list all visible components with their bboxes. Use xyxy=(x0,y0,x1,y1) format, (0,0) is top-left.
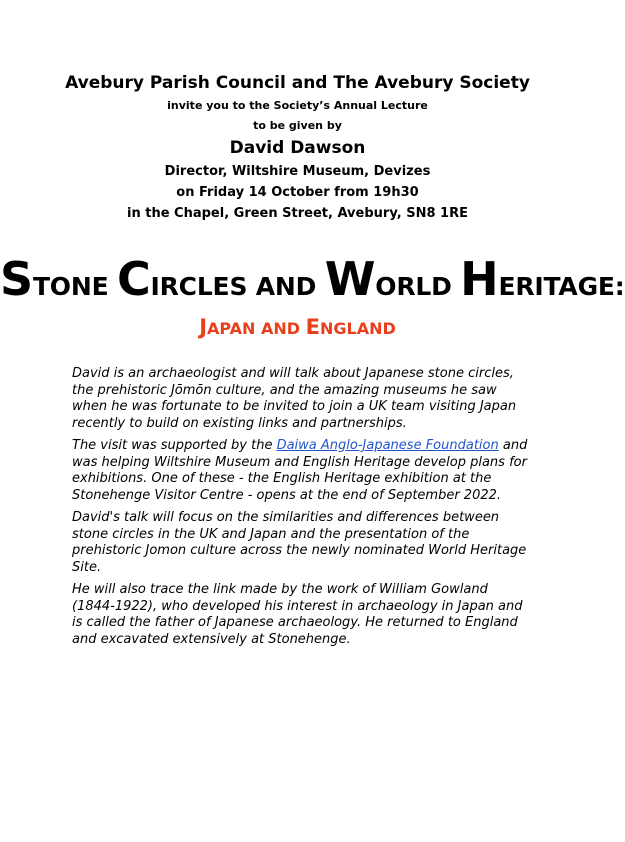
title-word-world: ORLD xyxy=(375,272,452,301)
subtitle-word-japan: APAN xyxy=(207,319,256,338)
description-paragraph-1: David is an archaeologist and will talk about Japanese stone circles, the prehistoric Jōmōn culture, and the amazing museums he saw when he was fortunate to be invited to join a UK team visiting Japan recently to build on existing links and partnerships. xyxy=(72,366,517,431)
event-date-time: on Friday 14 October from 19h30 xyxy=(176,185,419,200)
title-cap-h: H xyxy=(460,252,499,306)
lecture-subtitle xyxy=(0,314,595,342)
event-venue: in the Chapel, Green Street, Avebury, SN8 1RE xyxy=(127,206,468,221)
title-word-heritage: ERITAGE: xyxy=(498,272,625,301)
title-cap-s: S xyxy=(0,252,33,306)
organisers-heading: Avebury Parish Council and The Avebury Society xyxy=(65,73,530,93)
given-by-line: to be given by xyxy=(253,119,342,132)
subtitle-cap-j: J xyxy=(199,315,208,339)
title-cap-c: C xyxy=(116,252,151,306)
title-word-stone: TONE xyxy=(32,272,109,301)
subtitle-cap-e: E xyxy=(305,315,321,339)
paragraph-2-intro: The visit was supported by the xyxy=(72,438,277,453)
description-paragraph-4: He will also trace the link made by the work of William Gowland (1844-1922), who developed his interest in archaeology in Japan and is called the father of Japanese archaeology. He returned to England and excavated extensively at Stonehenge. xyxy=(72,582,523,647)
invite-line: invite you to the Society’s Annual Lecture xyxy=(167,99,428,112)
speaker-role: Director, Wiltshire Museum, Devizes xyxy=(164,164,431,179)
subtitle-word-england: NGLAND xyxy=(320,319,396,338)
speaker-name: David Dawson xyxy=(229,138,366,158)
lecture-title xyxy=(0,252,625,312)
lecture-description xyxy=(72,366,532,654)
daiwa-foundation-link[interactable]: Daiwa Anglo-Japanese Foundation xyxy=(276,438,499,453)
description-paragraph-3: David's talk will focus on the similarities and differences between stone circles in the UK and Japan and the presentation of the prehistoric Jomon culture across the newly nominated World Heritage Site. xyxy=(72,510,527,575)
title-word-and: AND xyxy=(255,272,317,301)
description-paragraph-2 xyxy=(72,438,532,504)
title-cap-w: W xyxy=(324,252,376,306)
paragraph-2-rest: and was helping Wiltshire Museum and English Heritage develop plans for exhibitions. One of these - the English Heritage exhibition at the Stonehenge Visitor Centre - opens at the end of September 2022. xyxy=(72,438,528,503)
subtitle-word-and: AND xyxy=(261,319,301,338)
title-word-circles: IRCLES xyxy=(150,272,248,301)
